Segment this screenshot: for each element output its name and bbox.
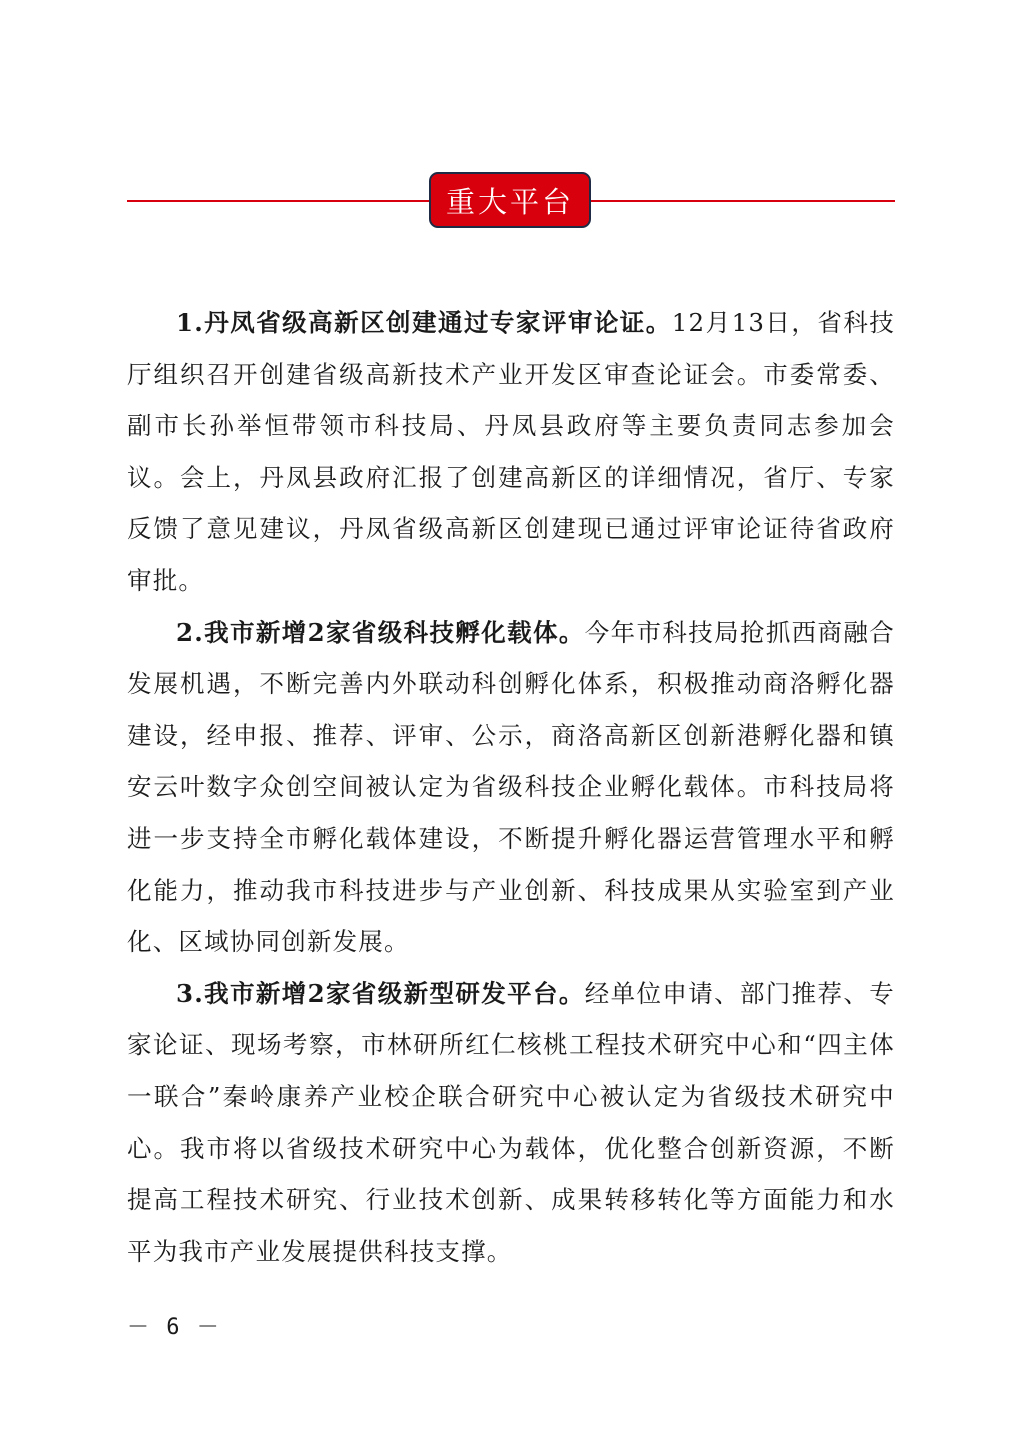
paragraph-3-text: 经单位申请、部门推荐、专家论证、现场考察，市林研所红仁核桃工程技术研究中心和“四主体一联合”秦岭康养产业校企联合研究中心被认定为省级技术研究中心。我市将以省级技术研究中心为载体，优化整合创新资源，不断提高工程技术研究、行业技术创新、成果转移转化等方面能力和水平为我市产业发展提供科技支撑。 <box>127 978 895 1266</box>
section-title-badge: 重大平台 <box>429 172 591 228</box>
paragraph-3 <box>127 968 895 1278</box>
paragraph-2 <box>127 607 895 968</box>
paragraph-3-title: 3.我市新增2家省级新型研发平台。 <box>176 978 585 1008</box>
paragraph-2-title: 2.我市新增2家省级科技孵化载体。 <box>176 617 585 647</box>
paragraph-2-text: 今年市科技局抢抓西商融合发展机遇，不断完善内外联动科创孵化体系，积极推动商洛孵化器建设，经申报、推荐、评审、公示，商洛高新区创新港孵化器和镇安云叶数字众创空间被认定为省级科技企业孵化载体。市科技局将进一步支持全市孵化载体建设，不断提升孵化器运营管理水平和孵化能力，推动我市科技进步与产业创新、科技成果从实验室到产业化、区域协同创新发展。 <box>127 617 895 957</box>
section-header <box>127 172 895 232</box>
page-number: － 6 － <box>127 1315 221 1340</box>
paragraph-1-title: 1.丹凤省级高新区创建通过专家评审论证。 <box>176 308 672 337</box>
paragraph-1 <box>127 297 895 607</box>
paragraph-1-text: 12月13日，省科技厅组织召开创建省级高新技术产业开发区审查论证会。市委常委、副市长孙举恒带领市科技局、丹凤县政府等主要负责同志参加会议。会上，丹凤县政府汇报了创建高新区的详细情况，省厅、专家反馈了意见建议，丹凤省级高新区创建现已通过评审论证待省政府审批。 <box>127 308 896 595</box>
document-body <box>127 297 895 1277</box>
